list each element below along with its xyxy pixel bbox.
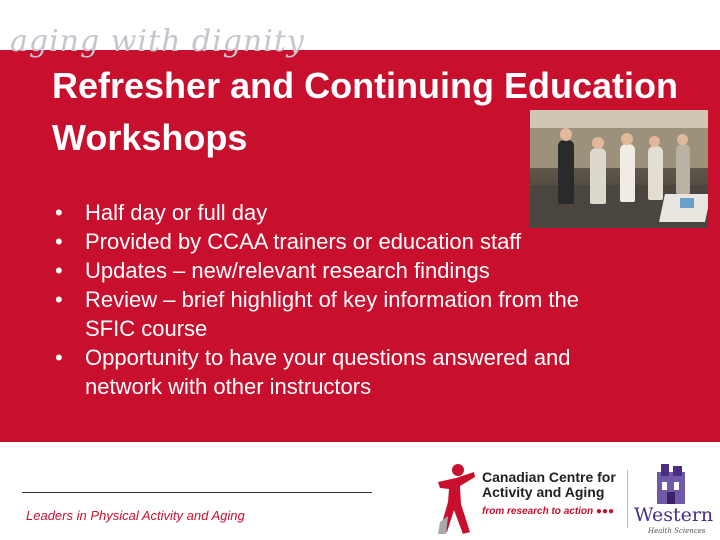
bullet-dot: • — [55, 287, 63, 312]
western-logo: Western — [634, 504, 714, 526]
ccaa-org-tagline: from research to action ●●● — [482, 506, 615, 517]
bullet-item — [55, 343, 645, 401]
bullet-item — [55, 227, 645, 256]
ccaa-org-name: Canadian Centre for Activity and Aging — [482, 469, 616, 500]
footer-rule — [22, 492, 372, 493]
bullet-dot: • — [55, 229, 63, 254]
bullet-dot: • — [55, 258, 63, 283]
western-subtitle: Health Sciences — [648, 527, 706, 535]
slide-title: Refresher and Continuing Education Workshops — [52, 65, 679, 158]
bullet-item — [55, 285, 585, 343]
bullet-item — [55, 198, 645, 227]
bullet-text: Provided by CCAA trainers or education staff — [85, 229, 522, 254]
bullet-item — [55, 256, 645, 285]
bullet-text: Review – brief highlight of key information from the SFIC course — [85, 287, 580, 341]
bullet-text: Opportunity to have your questions answered and network with other instructors — [85, 345, 571, 399]
photo-card — [680, 198, 694, 208]
bullet-text: Half day or full day — [85, 200, 268, 225]
logo-divider — [627, 470, 628, 528]
bullet-list — [55, 198, 645, 401]
tagline: aging with dignity — [10, 24, 305, 59]
bullet-text: Updates – new/relevant research findings — [85, 258, 490, 283]
bullet-dot: • — [55, 200, 63, 225]
ccaa-person-logo-icon — [434, 462, 478, 536]
western-crest-icon — [654, 462, 688, 504]
footer-text: Leaders in Physical Activity and Aging — [26, 508, 245, 523]
bullet-dot: • — [55, 345, 63, 370]
